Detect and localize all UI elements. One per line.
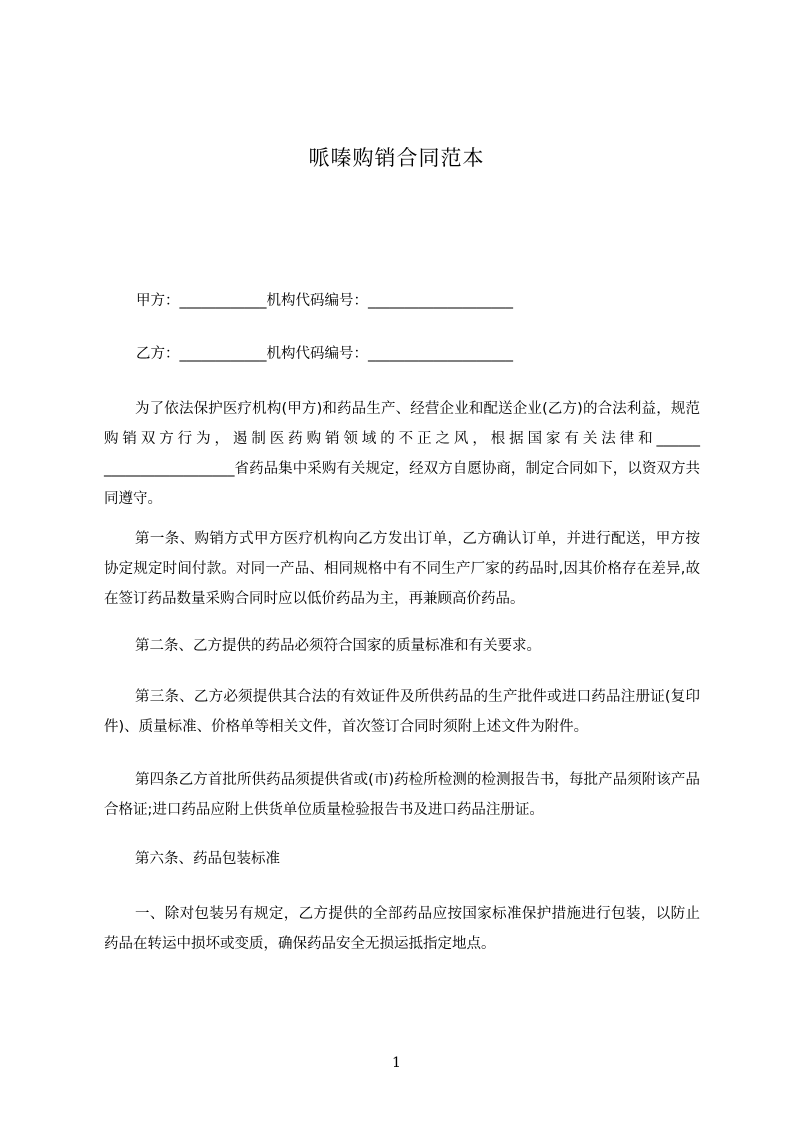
party-a-code-label: 机构代码编号：	[266, 293, 368, 309]
paragraph-preamble: 为了依法保护医疗机构(甲方)和药品生产、经营企业和配送企业(乙方)的合法利益，规范购销双方行为，遏制医药购销领域的不正之风，根据国家有关法律和______ __________________省药品集中采购有关规定，经双方自愿协商，制定合同如下，以资双方共同遵守。	[104, 401, 700, 507]
party-a-line	[136, 291, 513, 311]
party-a-name-blank: ____________	[179, 293, 267, 309]
paragraph-article-3: 第三条、乙方必须提供其合法的有效证件及所供药品的生产批件或进口药品注册证(复印件)、质量标准、价格单等相关文件，首次签订合同时须附上述文件为附件。	[104, 689, 700, 735]
paragraph-article-4: 第四条乙方首批所供药品须提供省或(市)药检所检测的检测报告书，每批产品须附该产品合格证;进口药品应附上供货单位质量检验报告书及进口药品注册证。	[104, 772, 700, 818]
page-number: 1	[392, 1055, 401, 1071]
party-a-code-blank: ____________________	[368, 293, 513, 309]
party-b-code-blank: ____________________	[368, 346, 513, 362]
party-a-label: 甲方：	[136, 293, 180, 309]
paragraph-article-6-heading: 第六条、药品包装标准	[135, 851, 280, 867]
party-b-name-blank: ____________	[179, 346, 267, 362]
paragraph-article-2: 第二条、乙方提供的药品必须符合国家的质量标准和有关要求。	[135, 638, 541, 654]
party-b-code-label: 机构代码编号：	[266, 346, 368, 362]
paragraph-article-1: 第一条、购销方式甲方医疗机构向乙方发出订单，乙方确认订单，并进行配送，甲方按协定规定时间付款。对同一产品、相同规格中有不同生产厂家的药品时,因其价格存在差异,故在签订药品数量采购合同时应以低价药品为主，再兼顾高价药品。	[104, 531, 700, 607]
party-b-line	[136, 344, 513, 364]
party-b-label: 乙方：	[136, 346, 180, 362]
document-title: 哌嗪购销合同范本	[308, 146, 485, 170]
paragraph-article-6-item-1: 一、除对包装另有规定，乙方提供的全部药品应按国家标准保护措施进行包装，以防止药品在转运中损坏或变质，确保药品安全无损运抵指定地点。	[104, 906, 700, 952]
